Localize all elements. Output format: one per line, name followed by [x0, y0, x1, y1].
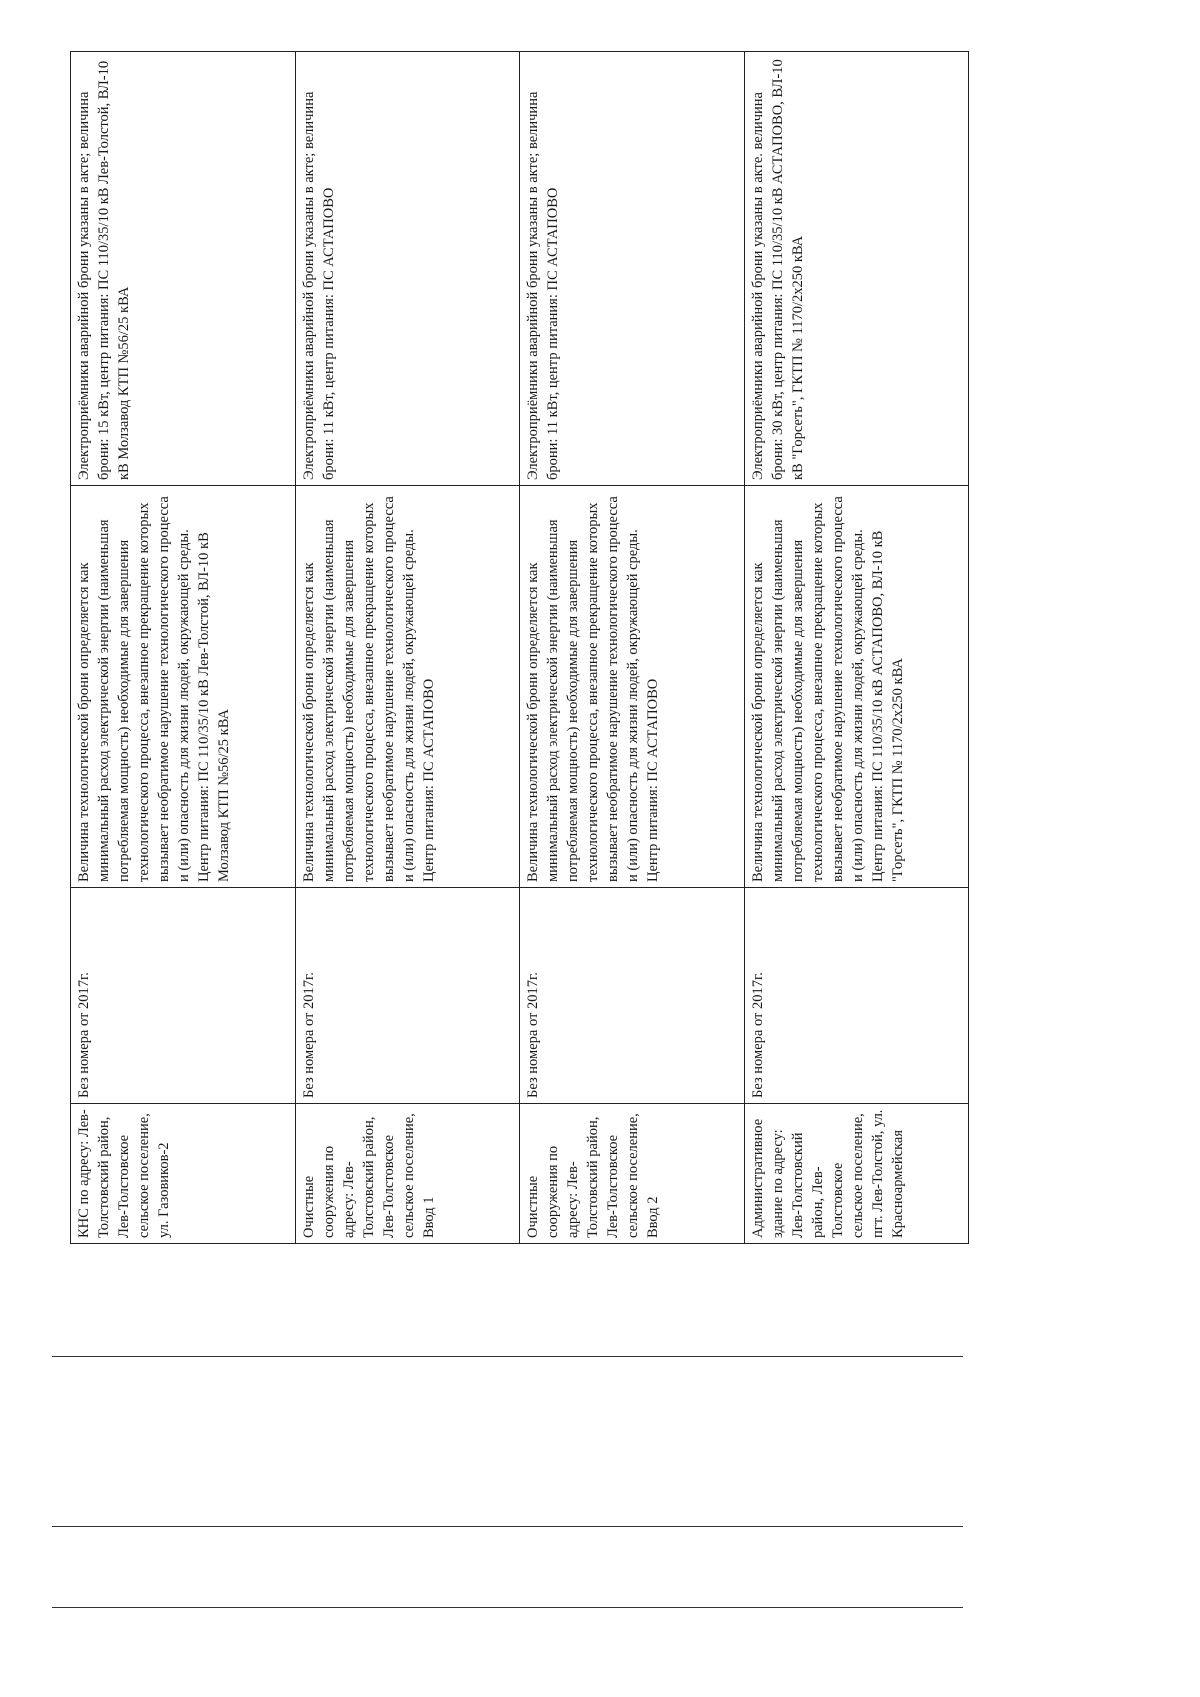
emergency-reserve-cell: Электроприёмники аварийной брони указаны в акте; величина брони: 15 кВт, центр питания: ПС 110/35/10 кВ Лев-Толстой, ВЛ-10 кВ Молзавод КТП №56/25 кВА — [71, 52, 296, 486]
act-cell: Без номера от 2017г. — [744, 888, 969, 1104]
act-cell: Без номера от 2017г. — [520, 888, 745, 1104]
tech-reserve-cell: Величина технологической брони определяется как минимальный расход электрической энергии (наименьшая потребляемая мощность) необходимые для завершения технологического процесса, внезапное прекращение которых вызывает необратимое нарушение технологического процесса и (или) опасность для жизни людей, окружающей среды. Центр питания: ПС 110/35/10 кВ Лев-Толстой, ВЛ-10 кВ Молзавод КТП №56/25 кВА — [71, 486, 296, 888]
signature-line — [52, 1607, 963, 1608]
signature-line — [52, 1526, 963, 1527]
rotated-page-content — [70, 52, 968, 1244]
object-cell: КНС по адресу: Лев-Толстовский район, Лев-Толстовское сельское поселение, ул. Газовиков-2 — [71, 1104, 296, 1244]
act-cell: Без номера от 2017г. — [295, 888, 520, 1104]
tech-reserve-cell: Величина технологической брони определяется как минимальный расход электрической энергии (наименьшая потребляемая мощность) необходимые для завершения технологического процесса, внезапное прекращение которых вызывает необратимое нарушение технологического процесса и (или) опасность для жизни людей, окружающей среды. Центр питания: ПС 110/35/10 кВ АСТАПОВО, ВЛ-10 кВ "Горсеть", ГКТП № 1170/2x250 кВА — [744, 486, 969, 888]
emergency-reserve-cell: Электроприёмники аварийной брони указаны в акте; величина брони: 11 кВт, центр питания: ПС АСТАПОВО — [520, 52, 745, 486]
table-row — [744, 52, 969, 1244]
emergency-reserve-cell: Электроприёмники аварийной брони указаны в акте; величина брони: 11 кВт, центр питания: ПС АСТАПОВО — [295, 52, 520, 486]
table-row — [520, 52, 745, 1244]
table-row — [295, 52, 520, 1244]
tech-reserve-cell: Величина технологической брони определяется как минимальный расход электрической энергии (наименьшая потребляемая мощность) необходимые для завершения технологического процесса, внезапное прекращение которых вызывает необратимое нарушение технологического процесса и (или) опасность для жизни людей, окружающей среды. Центр питания: ПС АСТАПОВО — [295, 486, 520, 888]
emergency-reserve-cell: Электроприёмники аварийной брони указаны в акте. величина брони: 30 кВт, центр питания: ПС 110/35/10 кВ АСТАПОВО, ВЛ-10 кВ "Горсеть", ГКТП № 1170/2x250 кВА — [744, 52, 969, 486]
tech-reserve-cell: Величина технологической брони определяется как минимальный расход электрической энергии (наименьшая потребляемая мощность) необходимые для завершения технологического процесса, внезапное прекращение которых вызывает необратимое нарушение технологического процесса и (или) опасность для жизни людей, окружающей среды. Центр питания: ПС АСТАПОВО — [520, 486, 745, 888]
object-cell: Административное здание по адресу: Лев-Толстовский район, Лев-Толстовское сельское поселение, пгт. Лев-Толстой, ул. Красноармейская — [744, 1104, 969, 1244]
table-row — [71, 52, 296, 1244]
signature-line — [52, 1356, 963, 1357]
object-cell: Очистные сооружения по адресу: Лев-Толстовский район, Лев-Толстовское сельское поселение, Ввод 2 — [520, 1104, 745, 1244]
act-cell: Без номера от 2017г. — [71, 888, 296, 1104]
object-cell: Очистные сооружения по адресу: Лев-Толстовский район, Лев-Толстовское сельское поселение, Ввод 1 — [295, 1104, 520, 1244]
energy-reserve-table — [70, 51, 969, 1244]
